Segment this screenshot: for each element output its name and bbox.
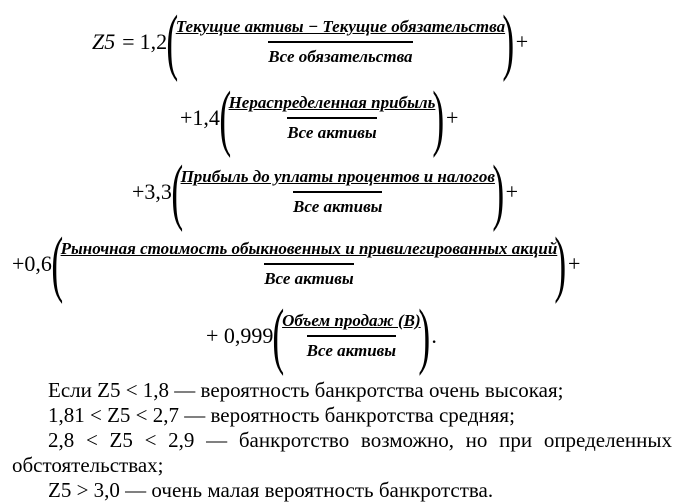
left-paren: ( xyxy=(171,151,184,233)
operator: + xyxy=(446,105,459,130)
coefficient: 1,2 xyxy=(139,29,168,54)
operator: + xyxy=(567,251,581,276)
right-paren: ) xyxy=(492,151,505,233)
text-line: Z5 > 3,0 — очень малая вероятность банкротства. xyxy=(48,478,494,502)
right-paren: ) xyxy=(432,77,445,159)
formula-lhs: Z5 = xyxy=(92,29,136,54)
right-paren: ) xyxy=(418,295,430,377)
right-paren: ) xyxy=(502,1,515,83)
formula-row-5 xyxy=(206,296,437,376)
fraction xyxy=(61,238,558,290)
denominator: Все активы xyxy=(287,117,376,144)
fraction xyxy=(176,16,505,68)
fraction xyxy=(282,310,421,362)
operator: + xyxy=(505,179,519,204)
denominator: Все обязательства xyxy=(268,41,412,68)
numerator: Объем продаж (В) xyxy=(282,311,421,330)
left-paren: ( xyxy=(166,1,179,83)
fraction xyxy=(229,92,436,144)
coefficient: +3,3 xyxy=(132,179,172,204)
numerator: Прибыль до уплаты процентов и налогов xyxy=(180,167,495,186)
left-paren: ( xyxy=(219,77,232,159)
coefficient: +1,4 xyxy=(180,105,220,130)
interpretation-text xyxy=(12,378,672,503)
numerator: Рыночная стоимость обыкновенных и привилегированных акций xyxy=(60,239,558,258)
coefficient: + 0,999 xyxy=(206,323,274,348)
right-paren: ) xyxy=(554,223,567,305)
left-paren: ( xyxy=(272,295,285,377)
denominator: Все активы xyxy=(307,335,396,362)
fraction xyxy=(181,166,495,218)
operator: + xyxy=(515,29,529,54)
formula-row-2 xyxy=(180,78,458,158)
numerator: Нераспределенная прибыль xyxy=(228,93,436,112)
coefficient: +0,6 xyxy=(12,251,52,276)
operator: . xyxy=(431,323,437,348)
formula-row-4 xyxy=(12,224,580,304)
text-line: Если Z5 < 1,8 — вероятность банкротства очень высокая; xyxy=(48,378,564,402)
numerator: Текущие активы − Текущие обязательства xyxy=(175,17,506,36)
text-line: 2,8 < Z5 < 2,9 — банкротство возможно, но при определенных обстоятельствах; xyxy=(12,428,672,477)
left-paren: ( xyxy=(51,223,64,305)
denominator: Все активы xyxy=(264,263,353,290)
text-line: 1,81 < Z5 < 2,7 — вероятность банкротства средняя; xyxy=(48,403,515,427)
formula-row-1 xyxy=(92,2,528,82)
denominator: Все активы xyxy=(293,191,382,218)
formula-row-3 xyxy=(132,152,518,232)
